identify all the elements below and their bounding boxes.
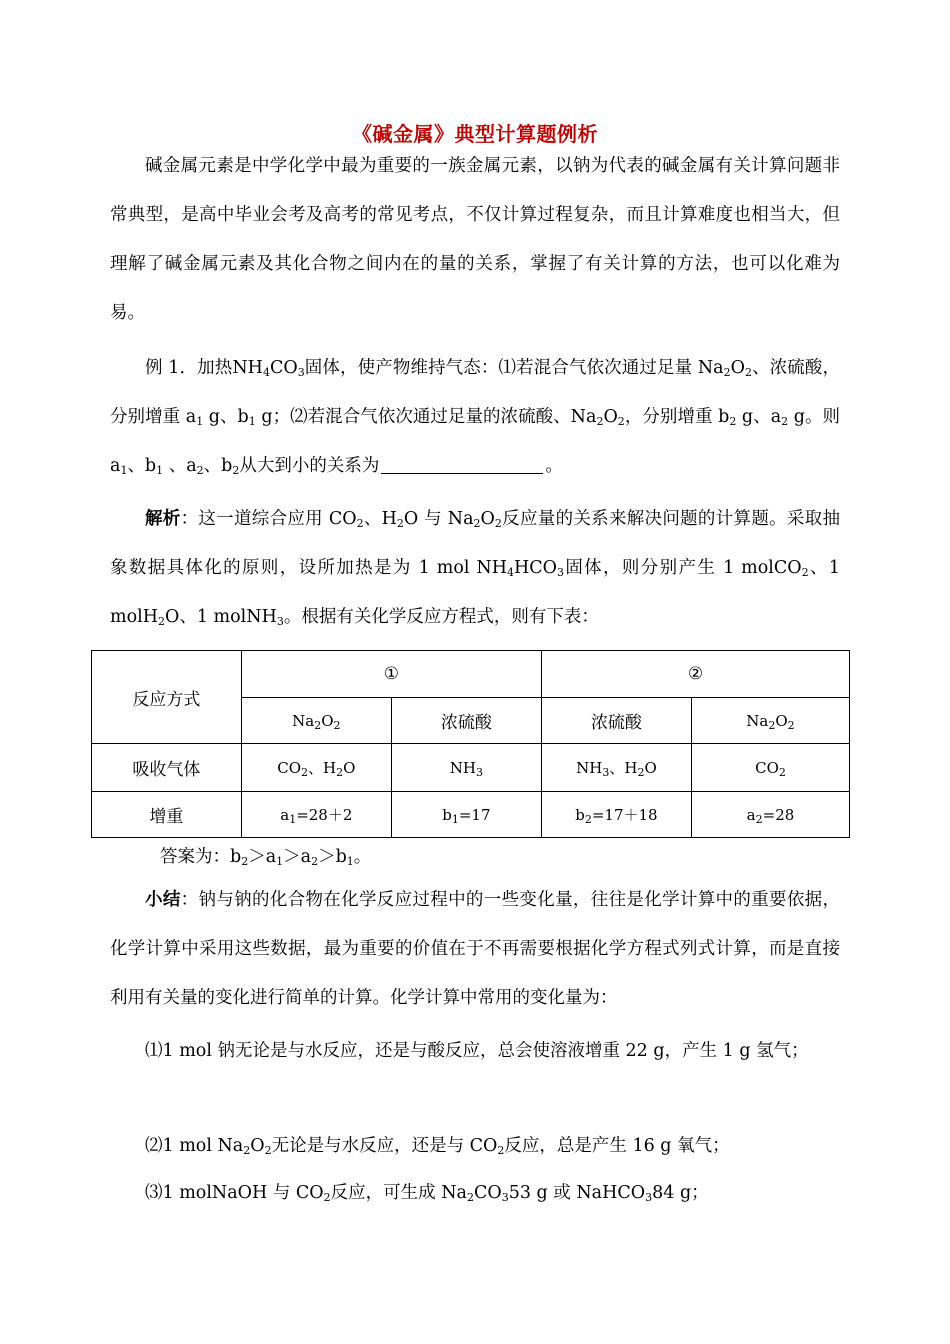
list-item: ⑵1 mol $Na_2O_2$无论是与水反应，还是与 $CO_2$反应，总是产生 16 g 氧气；	[145, 1136, 730, 1157]
table-cell: $b_2=17+18$	[541, 792, 691, 838]
analysis-lead: 解析	[145, 509, 181, 529]
table-cell: $a_2=28$	[691, 792, 849, 838]
list-item: ⑴1 mol 钠无论是与水反应，还是与酸反应，总会使溶液增重 22 g，产生 1 g 氢气；	[145, 1041, 809, 1061]
table-cell: $Na_2O_2$	[691, 698, 849, 744]
reaction-table	[91, 650, 850, 838]
list-item: ⑶1 molNaOH 与 $CO_2$反应，可生成 $Na_2CO_353$ g 或 NaHCO$_3$84 g；	[145, 1183, 709, 1204]
table-cell: $b_1=17$	[391, 792, 541, 838]
table-cell: $CO_2$	[691, 744, 849, 792]
table-group-1: ①	[241, 651, 541, 698]
table-header-reaction-mode: 反应方式	[92, 651, 242, 744]
answer-blank	[381, 455, 543, 474]
table-cell: 浓硫酸	[391, 698, 541, 744]
answer-line: 答案为：$b_2>a_1>a_2>b_1$。	[160, 847, 372, 868]
page-title: 《碱金属》典型计算题例析	[352, 122, 598, 146]
table-cell: 浓硫酸	[541, 698, 691, 744]
table-cell: $NH_3$	[391, 744, 541, 792]
summary-lead: 小结	[145, 890, 181, 910]
table-cell: $NH_3$、$H_2O$	[541, 744, 691, 792]
example-1-paragraph: 例 1．加热$NH_4CO_3$固体，使产物维持气态：⑴若混合气依次通过足量 $Na_2O_2$、浓硫酸，分别增重 $a_1$ g、$b_1$ g；⑵若混合气依次通过足量的浓硫酸、$Na_2O_2$，分别增重 $b_2$ g、$a_2$ g。则 $a_1$、$b_1$ 、$a_2$、$b_2$从大到小的关系为 。	[110, 358, 841, 477]
table-group-2: ②	[541, 651, 849, 698]
table-cell: $CO_2$、$H_2O$	[241, 744, 391, 792]
table-header-weight-gain: 增重	[92, 792, 242, 838]
summary-paragraph: 小结：钠与钠的化合物在化学反应过程中的一些变化量，往往是化学计算中的重要依据，化学计算中采用这些数据，最为重要的价值在于不再需要根据化学方程式列式计算，而是直接利用有关量的变化进行简单的计算。化学计算中常用的变化量为：	[110, 890, 841, 1008]
table-header-absorbed-gas: 吸收气体	[92, 744, 242, 792]
table-cell: $Na_2O_2$	[241, 698, 391, 744]
table-cell: $a_1=28+2$	[241, 792, 391, 838]
intro-paragraph: 碱金属元素是中学化学中最为重要的一族金属元素，以钠为代表的碱金属有关计算问题非常典型，是高中毕业会考及高考的常见考点，不仅计算过程复杂，而且计算难度也相当大，但理解了碱金属元素及其化合物之间内在的量的关系，掌握了有关计算的方法，也可以化难为易。	[110, 156, 840, 323]
analysis-paragraph: 解析：这一道综合应用 $CO_2$、$H_2O$ 与 $Na_2O_2$反应量的关系来解决问题的计算题。采取抽象数据具体化的原则，设所加热是为 1 mol $NH_4HCO_3$固体，则分别产生 1 molCO$_2$、1 molH$_2$O、1 molNH$_3$。根据有关化学反应方程式，则有下表：	[110, 509, 841, 628]
